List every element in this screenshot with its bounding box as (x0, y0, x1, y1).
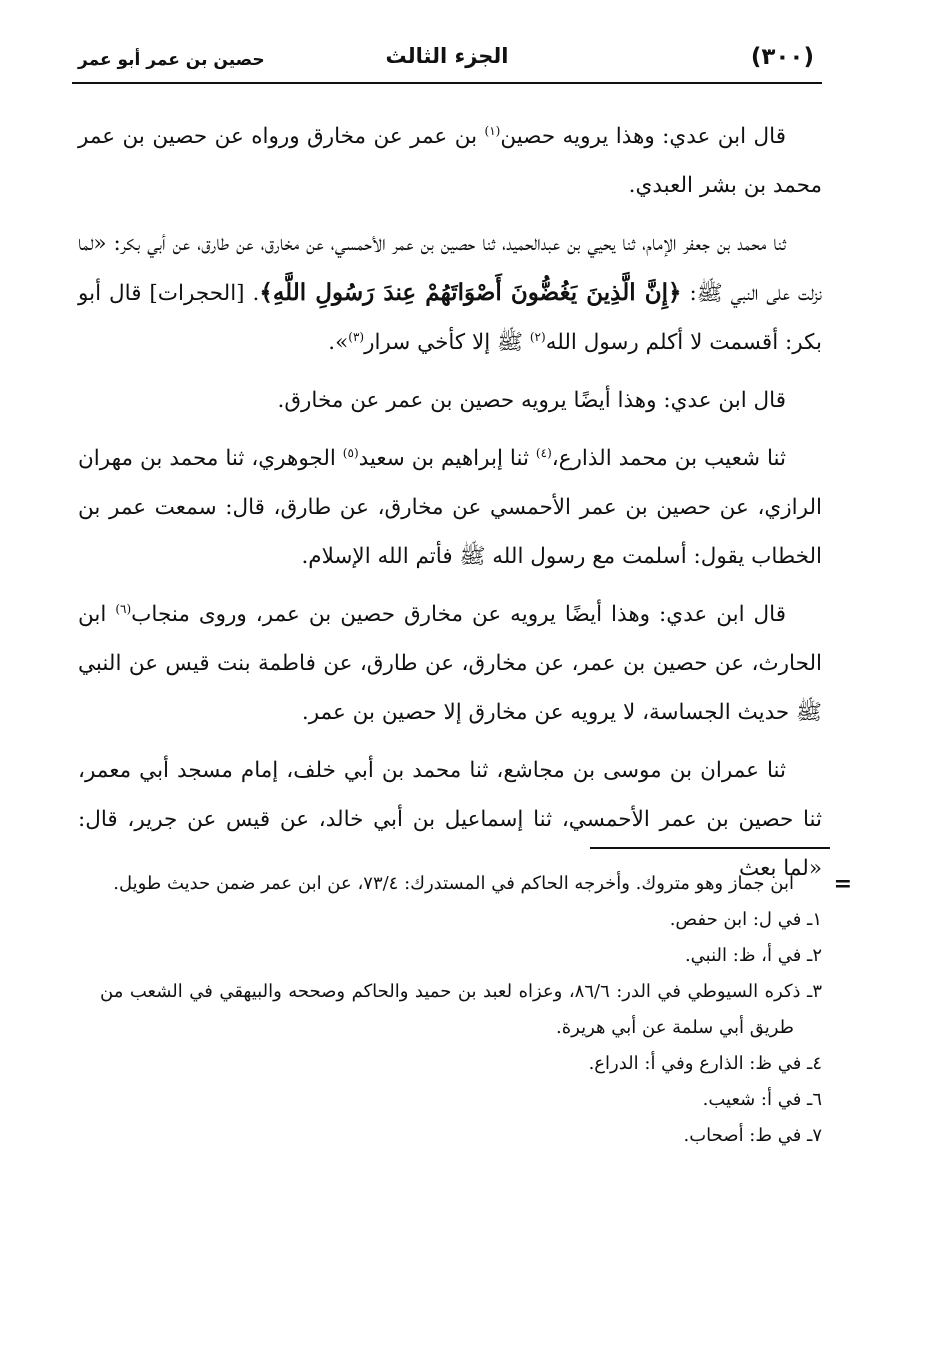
quran-verse: ﴿إِنَّ الَّذِينَ يَغُضُّونَ أَصْوَاتَهُمْ عِندَ رَسُولِ اللَّهِ﴾ (259, 279, 682, 306)
running-header (72, 38, 822, 84)
footnote-ref[interactable]: (٣) (348, 329, 365, 344)
footnote-ref[interactable]: (٥) (342, 445, 359, 460)
footnote-ref[interactable]: (٤) (535, 445, 552, 460)
main-text (78, 112, 822, 902)
paragraph-5: قال ابن عدي: وهذا أيضًا يرويه عن مخارق حصين بن عمر، وروى منجاب$^{(٦)}$ ابن الحارث، عن حصين بن عمر، عن مخارق، عن طارق، عن فاطمة بنت قيس عن النبي ﷺ حديث الجساسة، لا يرويه عن مخارق إلا حصين بن عمر. (78, 601, 822, 725)
paragraph-2: ثنا محمد بن جعفر الإمام، ثنا يحيي بن عبدالحميد، ثنا حصين بن عمر الأحمسي، عن مخارق، عن طارق، عن أبي بكر: «لما نزلت على النبي ﷺ: ﴿إِنَّ الَّذِينَ يَغُضُّونَ أَصْوَاتَهُمْ عِندَ رَسُولِ اللَّهِ﴾. [الحجرات] قال أبو بكر: أقسمت لا أكلم رسول الله$^{(٢)}$ ﷺ إلا كأخي سرار$^{(٣)}$». (78, 231, 823, 355)
footnote-7: ٧ـ في ط: أصحاب. (683, 1125, 822, 1146)
continuation-mark: = (833, 871, 852, 897)
footnote-6: ٦ـ في أ: شعيب. (702, 1089, 822, 1110)
footnotes (100, 866, 852, 1154)
footnote-ref[interactable]: (١) (484, 123, 501, 138)
paragraph-6: ثنا عمران بن موسى بن مجاشع، ثنا محمد بن أبي خلف، إمام مسجد أبي معمر، ثنا حصين بن عمر الأحمسي، ثنا إسماعيل بن أبي خالد، عن قيس عن جرير، قال: «لما بعث (78, 758, 822, 881)
volume-title: الجزء الثالث (385, 44, 509, 68)
footnote-2: ٢ـ في أ، ظ: النبي. (684, 945, 822, 966)
footnote-1: ١ـ في ل: ابن حفص. (669, 909, 822, 930)
footnote-ref[interactable]: (٢) (529, 329, 546, 344)
footnote-separator (590, 847, 830, 849)
footnote-4: ٤ـ في ظ: الذارع وفي أ: الدراع. (588, 1053, 822, 1074)
entry-name: حصين بن عمر أبو عمر (78, 50, 265, 70)
footnote-continuation: ابن جماز وهو متروك. وأخرجه الحاكم في المستدرك: ٧٣/٤، عن ابن عمر ضمن حديث طويل. (113, 873, 794, 894)
footnote-ref[interactable]: (٦) (115, 601, 132, 616)
footnote-3: ٣ـ ذكره السيوطي في الدر: ٨٦/٦، وعزاه لعبد بن حميد والحاكم وصححه والبيهقي في الشعب من طريق أبي سلمة عن أبي هريرة. (100, 981, 822, 1038)
paragraph-1: قال ابن عدي: وهذا يرويه حصين$^{(١)}$ بن عمر عن مخارق ورواه عن حصين بن عمر محمد بن بشر العبدي. (78, 123, 822, 198)
paragraph-3: قال ابن عدي: وهذا أيضًا يرويه حصين بن عمر عن مخارق. (277, 388, 786, 413)
page-number: (٣٠٠) (750, 44, 814, 70)
paragraph-4: ثنا شعيب بن محمد الذارع،$^{(٤)}$ ثنا إبراهيم بن سعيد$^{(٥)}$ الجوهري، ثنا محمد بن مهران الرازي، عن حصين بن عمر الأحمسي عن مخارق، عن طارق، قال: سمعت عمر بن الخطاب يقول: أسلمت مع رسول الله ﷺ فأتم الله الإسلام. (78, 445, 822, 569)
